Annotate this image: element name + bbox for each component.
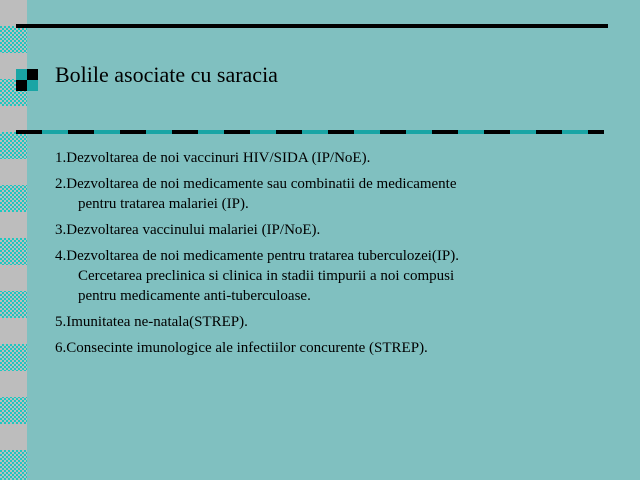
strip-band xyxy=(0,424,27,450)
strip-band xyxy=(0,159,27,185)
list-item xyxy=(55,148,615,168)
item-line: 1.Dezvoltarea de noi vaccinuri HIV/SIDA (IP/NoE). xyxy=(55,150,371,166)
item-line: Cercetarea preclinica si clinica in stadii timpurii a noi compusi xyxy=(78,268,455,284)
strip-band xyxy=(0,265,27,291)
dashed-divider xyxy=(16,130,604,134)
top-divider xyxy=(16,24,608,28)
strip-band xyxy=(0,0,27,26)
list-item xyxy=(55,174,615,214)
list-item xyxy=(55,338,615,358)
slide-content xyxy=(55,148,615,364)
title-bullet-icon xyxy=(16,69,38,91)
item-line: 3.Dezvoltarea vaccinului malariei (IP/NoE). xyxy=(55,222,321,238)
item-line: 2.Dezvoltarea de noi medicamente sau combinatii de medicamente xyxy=(55,176,457,192)
item-line: 5.Imunitatea ne-natala(STREP). xyxy=(55,314,248,330)
strip-band xyxy=(0,106,27,132)
item-line: 6.Consecinte imunologice ale infectiilor concurente (STREP). xyxy=(55,340,428,356)
list-item xyxy=(55,246,615,306)
item-line: pentru tratarea malariei (IP). xyxy=(78,196,249,212)
strip-band xyxy=(0,212,27,238)
item-line: pentru medicamente anti-tuberculoase. xyxy=(78,288,311,304)
strip-band xyxy=(0,318,27,344)
strip-band xyxy=(0,371,27,397)
list-item xyxy=(55,220,615,240)
list-item xyxy=(55,312,615,332)
item-line: 4.Dezvoltarea de noi medicamente pentru tratarea tuberculozei(IP). xyxy=(55,248,459,264)
slide-title: Bolile asociate cu saracia xyxy=(55,62,278,87)
